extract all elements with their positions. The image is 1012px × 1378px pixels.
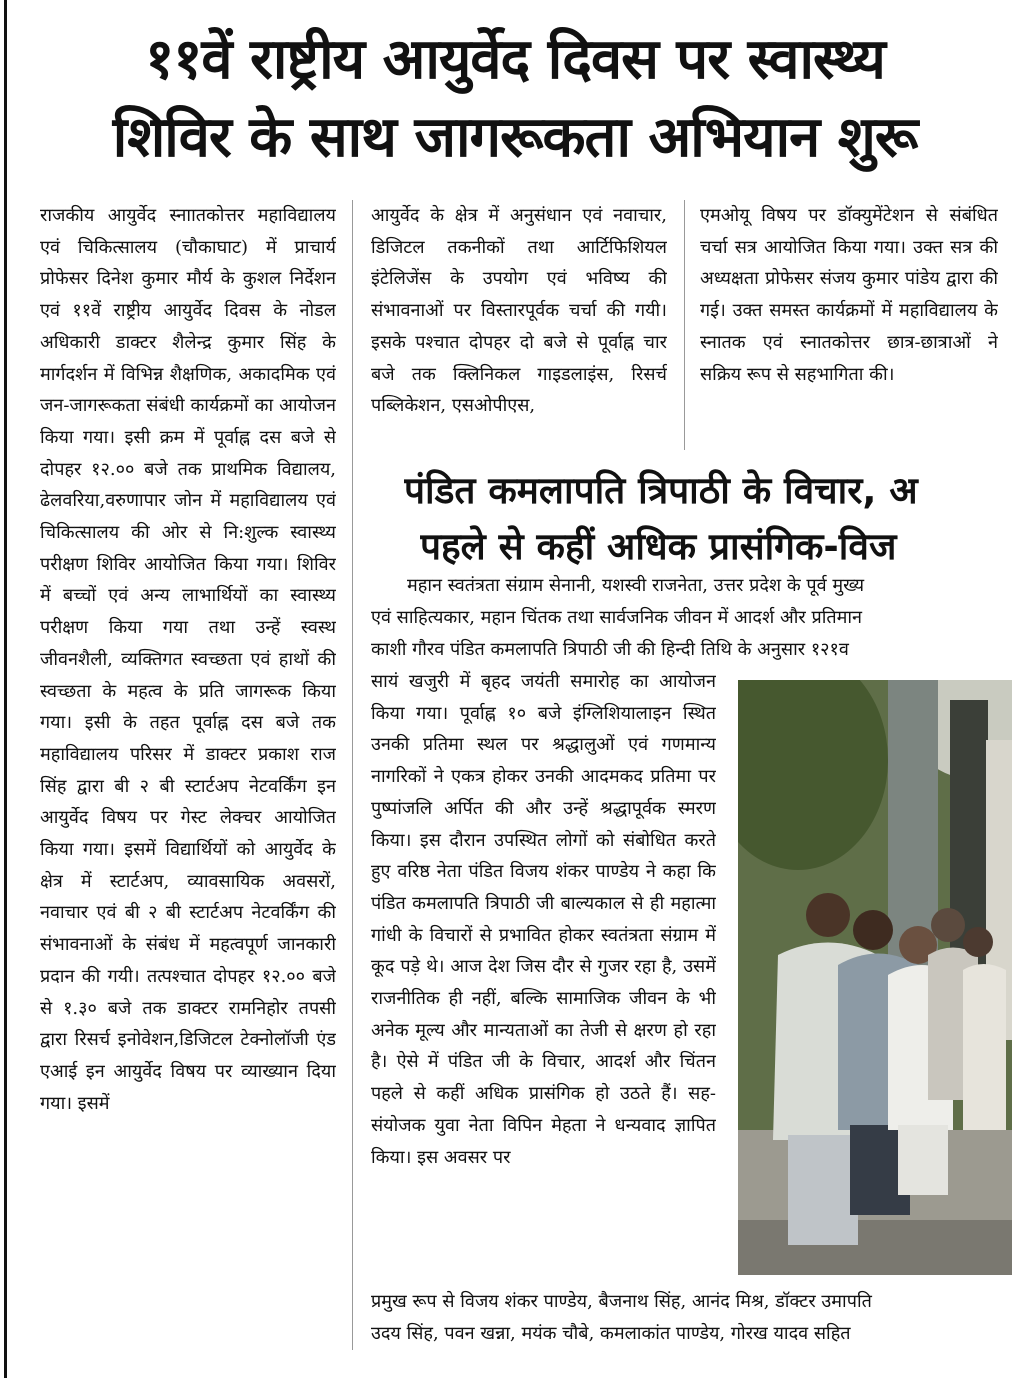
- page-left-border: [4, 0, 7, 1378]
- column-divider: [352, 200, 353, 1350]
- story2-body-text: सायं खजुरी में बृहद जयंती समारोह का आयोजन किया गया। पूर्वाह्न १० बजे इंग्लिशियालाइन स्थित उनकी प्रतिमा स्थल पर श्रद्धालुओं एवं गणमान्य नागरिकों ने एकत्र होकर उनकी आदमकद प्रतिमा पर पुष्पांजलि अर्पित की और उन्हें श्रद्धापूर्वक स्मरण किया। इस दौरान उपस्थित लोगों को संबोधित करते हुए वरिष्ठ नेता पंडित विजय शंकर पाण्डेय ने कहा कि पंडित कमलापति त्रिपाठी जी बाल्यकाल से ही महात्मा गांधी के विचारों से प्रभावित होकर स्वतंत्रता संग्राम में कूद पड़े थे। आज देश जिस दौर से गुजर रहा है, उसमें राजनीतिक ही नहीं, बल्कि सामाजिक जीवन के भी अनेक मूल्य और मान्यताओं का तेजी से क्षरण हो रहा है। ऐसे में पंडित जी के विचार, आदर्श और चिंतन पहले से कहीं अधिक प्रासंगिक हो उठते हैं। सह-संयोजक युवा नेता विपिन मेहता ने धन्यवाद ज्ञापित किया। इस अवसर पर: [371, 671, 716, 1168]
- story2-footer-line: प्रमुख रूप से विजय शंकर पाण्डेय, बैजनाथ सिंह, आनंद मिश्र, डॉक्टर उमापति: [371, 1291, 872, 1312]
- story2-intro-line: काशी गौरव पंडित कमलापति त्रिपाठी जी की हिन्दी तिथि के अनुसार १२१व: [371, 639, 849, 660]
- main-headline-line-2: शिविर के साथ जागरूकता अभियान शुरू: [112, 105, 918, 170]
- story2-intro-line: महान स्वतंत्रता संग्राम सेनानी, यशस्वी राजनेता, उत्तर प्रदेश के पूर्व मुख्य: [407, 575, 865, 596]
- story1-column-1-text: राजकीय आयुर्वेद स्नाातकोत्तर महाविद्यालय एवं चिकित्सालय (चौकाघाट) में प्राचार्य प्रोफेसर दिनेश कुमार मौर्य के कुशल निर्देशन एवं ११वें राष्ट्रीय आयुर्वेद दिवस के नोडल अधिकारी डाक्टर शैलेन्द्र कुमार सिंह के मार्गदर्शन में विभिन्न शैक्षणिक, अकादमिक एवं जन-जागरूकता संबंधी कार्यक्रमों का आयोजन किया गया। इसी क्रम में पूर्वाह्न दस बजे से दोपहर १२.०० बजे तक प्राथमिक विद्यालय, ढेलवरिया,वरुणापार जोन में महाविद्यालय एवं चिकित्सालय की ओर से नि:शुल्क स्वास्थ्य परीक्षण शिविर आयोजित किया गया। शिविर में बच्चों एवं अन्य लाभार्थियों का स्वास्थ्य परीक्षण किया गया तथा उन्हें स्वस्थ जीवनशैली, व्यक्तिगत स्वच्छता एवं हाथों की स्वच्छता के महत्व के प्रति जागरूक किया गया। इसी के तहत पूर्वाह्न दस बजे तक महाविद्यालय परिसर में डाक्टर प्रकाश राज सिंह द्वारा बी २ बी स्टार्टअप नेटवर्किंग इन आयुर्वेद विषय पर गेस्ट लेक्चर आयोजित किया गया। इसमें विद्यार्थियों को आयुर्वेद के क्षेत्र में स्टार्टअप, व्यावसायिक अवसरों, नवाचार एवं बी २ बी स्टार्टअप नेटवर्किंग की संभावनाओं के संबंध में महत्वपूर्ण जानकारी प्रदान की गयी। तत्पश्चात दोपहर १२.०० बजे से १.३० बजे तक डाक्टर रामनिहोर तपसी द्वारा रिसर्च इनोवेशन,डिजिटल टेक्नोलॉजी एंड एआई इन आयुर्वेद विषय पर व्याख्यान दिया गया। इसमें: [40, 205, 336, 1114]
- story2-footer-line: उदय सिंह, पवन खन्ना, मयंक चौबे, कमलाकांत पाण्डेय, गोरख यादव सहित: [371, 1323, 851, 1344]
- story2-headline-line-2: पहले से कहीं अधिक प्रासंगिक-विज: [420, 525, 897, 568]
- story1-column-2: [371, 200, 667, 450]
- story2-headline-line-1: पंडित कमलापति त्रिपाठी के विचार, अ: [404, 469, 918, 512]
- story2-intro-line: एवं साहित्यकार, महान चिंतक तथा सार्वजनिक जीवन में आदर्श और प्रतिमान: [371, 607, 863, 628]
- story1-column-3: [700, 200, 998, 450]
- group-photo-icon: [738, 680, 1012, 1275]
- column-divider: [684, 200, 685, 450]
- story1-column-1: [40, 200, 336, 1350]
- story2-body-column: [371, 666, 716, 1286]
- main-headline-line-1: ११वें राष्ट्रीय आयुर्वेद दिवस पर स्वास्थ्य: [145, 27, 885, 92]
- story1-column-3-text: एमओयू विषय पर डॉक्युमेंटेशन से संबंधित चर्चा सत्र आयोजित किया गया। उक्त सत्र की अध्यक्षता प्रोफेसर संजय कुमार पांडेय द्वारा की गई। उक्त समस्त कार्यक्रमों में महाविद्यालय के स्नातक एवं स्नातकोत्तर छात्र-छात्राओं ने सक्रिय रूप से सहभागिता की।: [700, 205, 998, 385]
- story1-column-2-text: आयुर्वेद के क्षेत्र में अनुसंधान एवं नवाचार, डिजिटल तकनीकों तथा आर्टिफिशियल इंटेलिजेंस के उपयोग एवं भविष्य की संभावनाओं पर विस्तारपूर्वक चर्चा की गयी। इसके पश्चात दोपहर दो बजे से पूर्वाह्न चार बजे तक क्लिनिकल गाइडलाइंस, रिसर्च पब्लिकेशन, एसओपीएस,: [371, 205, 667, 417]
